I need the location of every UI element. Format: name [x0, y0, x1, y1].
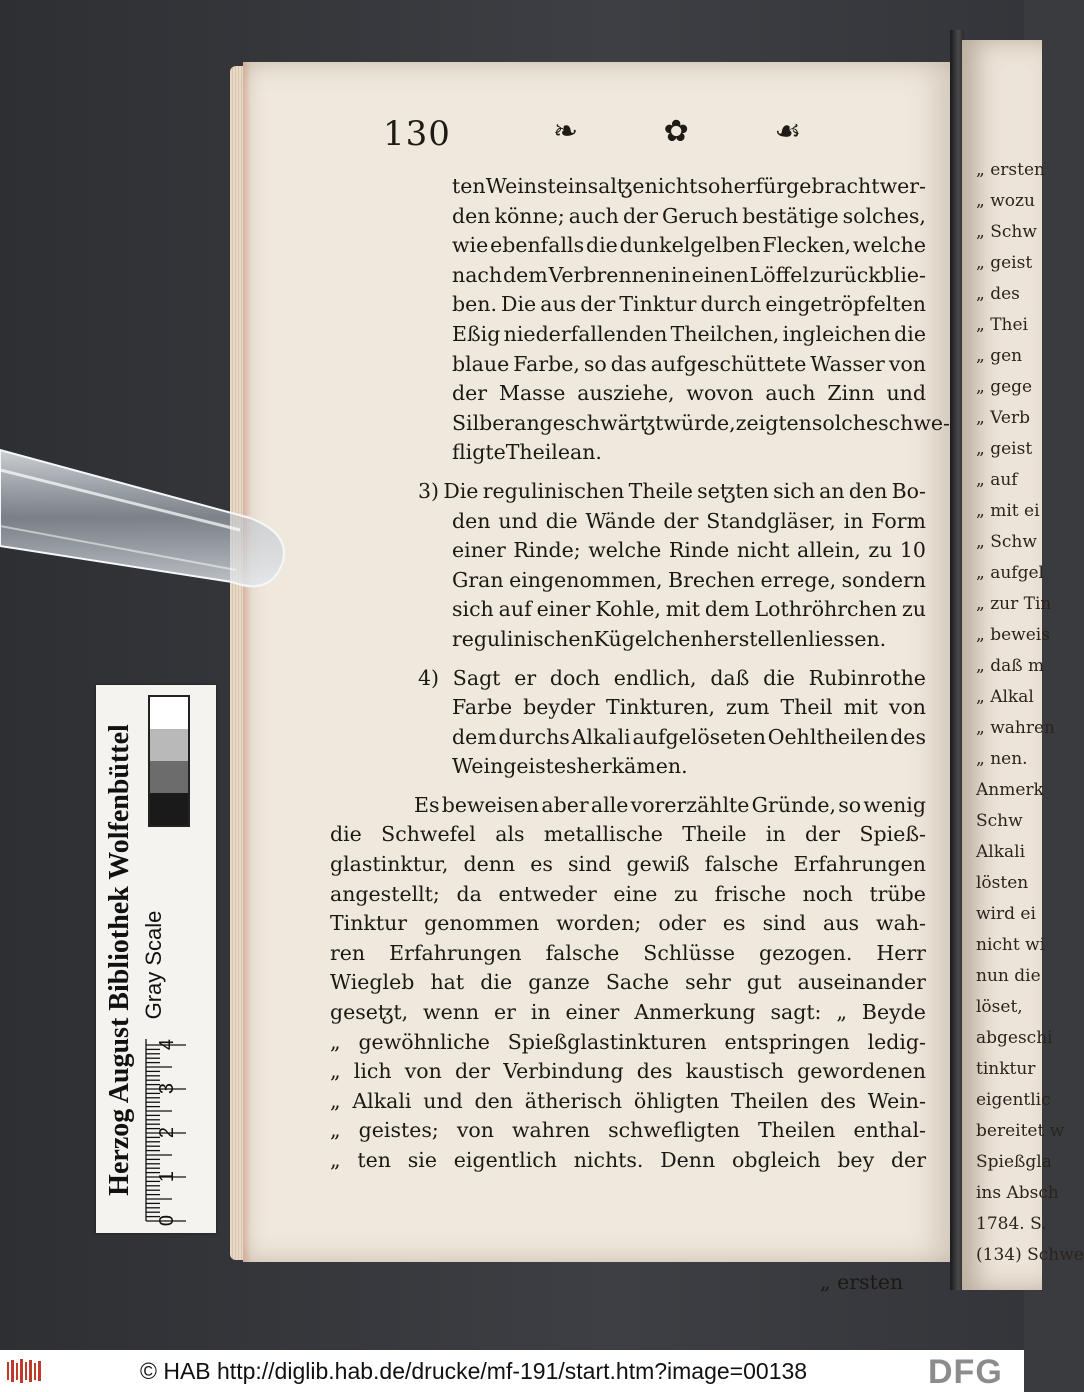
facing-page-fragment-text: „ nen. [976, 749, 1028, 769]
footer-bar [0, 1350, 1024, 1392]
text-line: 4) Sagt er doch endlich, daß die Rubinrothe [418, 665, 926, 690]
gray-scale-label: Gray Scale [141, 910, 166, 1020]
facing-page-fragment-text: 1784. S. [976, 1214, 1047, 1234]
text-line: fligte Theile an. [452, 440, 602, 465]
facing-page-fragment-text: lösten [976, 873, 1029, 893]
text-line: nach dem Verbrennen in einen Löffel zurückblie- [452, 262, 926, 287]
text-line: blaue Farbe, so das aufgeschüttete Wasser von [452, 351, 926, 376]
ruler-title: Herzog August Bibliothek Wolfenbüttel [104, 724, 135, 1196]
facing-page-fragment-text: Anmerk [976, 780, 1044, 800]
hab-barcode-icon [6, 1358, 42, 1384]
facing-page-fragment-text: „ geist [976, 253, 1033, 273]
text-line: „ lich von der Verbindung des kaustisch gewordenen [330, 1059, 926, 1084]
text-line: die Schwefel als metallische Theile in der Spieß- [330, 822, 926, 847]
facing-page-fragment-text: Alkali [976, 842, 1026, 862]
gray-swatch [150, 729, 188, 761]
facing-page-fragment [962, 40, 1084, 1290]
text-line: wie ebenfalls die dunkelgelben Flecken, welche [452, 233, 926, 258]
dfg-logo: DFG [928, 1353, 1003, 1391]
facing-page-fragment-text: „ aufgel [976, 563, 1044, 583]
facing-page-fragment-text: ins Absch [976, 1183, 1059, 1203]
text-line: der Masse ausziehe, wovon auch Zinn und [452, 381, 926, 406]
gray-scale-ruler [96, 685, 216, 1233]
facing-page-fragment-text: „ Thei [976, 315, 1028, 335]
text-line: „ geistes; von wahren schwefligten Theilen enthal- [330, 1118, 926, 1143]
paragraph-gap [386, 655, 926, 664]
text-line: ren Erfahrungen falsche Schlüsse gezogen. Herr [330, 940, 926, 965]
gray-swatches [148, 695, 190, 827]
facing-page-fragment-text: abgeschi [976, 1028, 1053, 1048]
facing-page-fragment-text: „ zur Tin [976, 594, 1052, 614]
text-line: 3) Die regulinischen Theile seꜩten sich an den Bo- [418, 478, 926, 503]
facing-page-fragment-text: nicht wi [976, 935, 1046, 955]
footer-copyright-url[interactable]: © HAB http://diglib.hab.de/drucke/mf-191/start.htm?image=00138 [140, 1358, 808, 1384]
text-line: Es beweisen aber alle vorerzählte Gründe, so wenig [414, 792, 926, 817]
facing-page-fragment-text: „ Alkal [976, 687, 1034, 707]
text-line: Tinktur genommen worden; oder es sind aus wah- [330, 911, 926, 936]
facing-page-fragment-text: nun die [976, 966, 1041, 986]
facing-page-fragment-text: bereitet w [976, 1121, 1065, 1141]
facing-page-fragment-text: eigentlic [976, 1090, 1051, 1110]
text-line: Weingeistes herkämen. [452, 754, 688, 779]
text-line: Gran eingenommen, Brechen errege, sondern [452, 567, 926, 592]
plastic-page-clip [0, 430, 292, 620]
facing-page-fragment-text: „ ersten [976, 160, 1045, 180]
header-ornament: ❧ ✿ ☙ [553, 114, 840, 149]
paragraph-gap [386, 782, 926, 791]
text-line: sich auf einer Kohle, mit dem Lothröhrchen zu [452, 597, 926, 622]
facing-page-fragment-text: „ daß m [976, 656, 1045, 676]
text-line: ben. Die aus der Tinktur durch eingetröpfelten [452, 292, 926, 317]
facing-page-fragment-text: „ beweis [976, 625, 1050, 645]
text-line: ten Weinsteinsalꜩe nicht so herfürgebracht wer- [452, 174, 926, 198]
gray-swatch [150, 697, 188, 729]
facing-page-fragment-text: „ wahren [976, 718, 1055, 738]
text-line: „ ten sie eigentlich nichts. Denn obgleich bey der [330, 1148, 926, 1172]
text-line: geseꜩt, wenn er in einer Anmerkung sagt: „ Beyde [330, 1000, 926, 1025]
facing-page-fragment-text: „ Verb [976, 408, 1030, 428]
text-line: glastinktur, denn es sind gewiß falsche Erfahrungen [330, 852, 926, 877]
text-line: den und die Wände der Standgläser, in Form [452, 508, 926, 533]
facing-page-fragment-text: löset, [976, 997, 1023, 1017]
text-line: den könne; auch der Geruch bestätige solches, [452, 203, 926, 228]
text-line: angestellt; da entweder eine zu frische noch trübe [330, 881, 926, 906]
page-number: 130 [383, 114, 451, 154]
facing-page-fragment-text: (134) Schwe [976, 1245, 1084, 1265]
paragraph-gap [386, 468, 926, 477]
catchword: „ ersten [820, 1270, 904, 1294]
ruler-number: 4 [156, 1038, 179, 1051]
facing-page-fragment-text: wird ei [976, 904, 1036, 924]
ruler-number: 2 [156, 1126, 179, 1139]
facing-page-fragment-text: „ des [976, 284, 1020, 304]
body-text [330, 172, 950, 1176]
ruler-number: 0 [156, 1214, 179, 1227]
text-line: Silber angeschwärꜩt würde, zeigten solche schwe- [452, 410, 950, 435]
gray-swatch [150, 793, 188, 825]
facing-page-fragment-text: „ mit ei [976, 501, 1040, 521]
facing-page-fragment-text: „ gege [976, 377, 1033, 397]
text-line: regulinischen Kügelchen herstellen liessen. [452, 626, 887, 651]
facing-page-fragment-text: „ wozu [976, 191, 1035, 211]
facing-page-fragment-text: „ Schw [976, 532, 1037, 552]
text-line: einer Rinde; welche Rinde nicht allein, zu 10 [452, 538, 926, 563]
facing-page-fragment-text: Schw [976, 811, 1023, 831]
ruler-number: 3 [156, 1082, 179, 1095]
facing-page-fragment-text: „ auf [976, 470, 1018, 490]
facing-page-fragment-text: „ geist [976, 439, 1033, 459]
text-line: dem durchs Alkali aufgelöseten Oehltheilen des [452, 724, 926, 749]
ruler-number: 1 [156, 1170, 179, 1183]
text-line: Eßig niederfallenden Theilchen, ingleichen die [452, 321, 926, 346]
facing-page-fragment-text: „ gen [976, 346, 1023, 366]
text-line: Farbe beyder Tinkturen, zum Theil mit von [452, 695, 926, 720]
text-line: „ Alkali und den ätherisch öhligten Theilen des Wein- [330, 1088, 926, 1113]
text-line: Wiegleb hat die ganze Sache sehr gut auseinander [330, 970, 926, 995]
facing-page-fragment-text: tinktur [976, 1059, 1036, 1079]
facing-page-fragment-text: Spießgla [976, 1152, 1052, 1172]
text-line: „ gewöhnliche Spießglastinkturen entspringen ledig- [330, 1029, 926, 1054]
facing-page-fragment-text: „ Schw [976, 222, 1037, 242]
book-page [243, 62, 955, 1294]
gray-swatch [150, 761, 188, 793]
